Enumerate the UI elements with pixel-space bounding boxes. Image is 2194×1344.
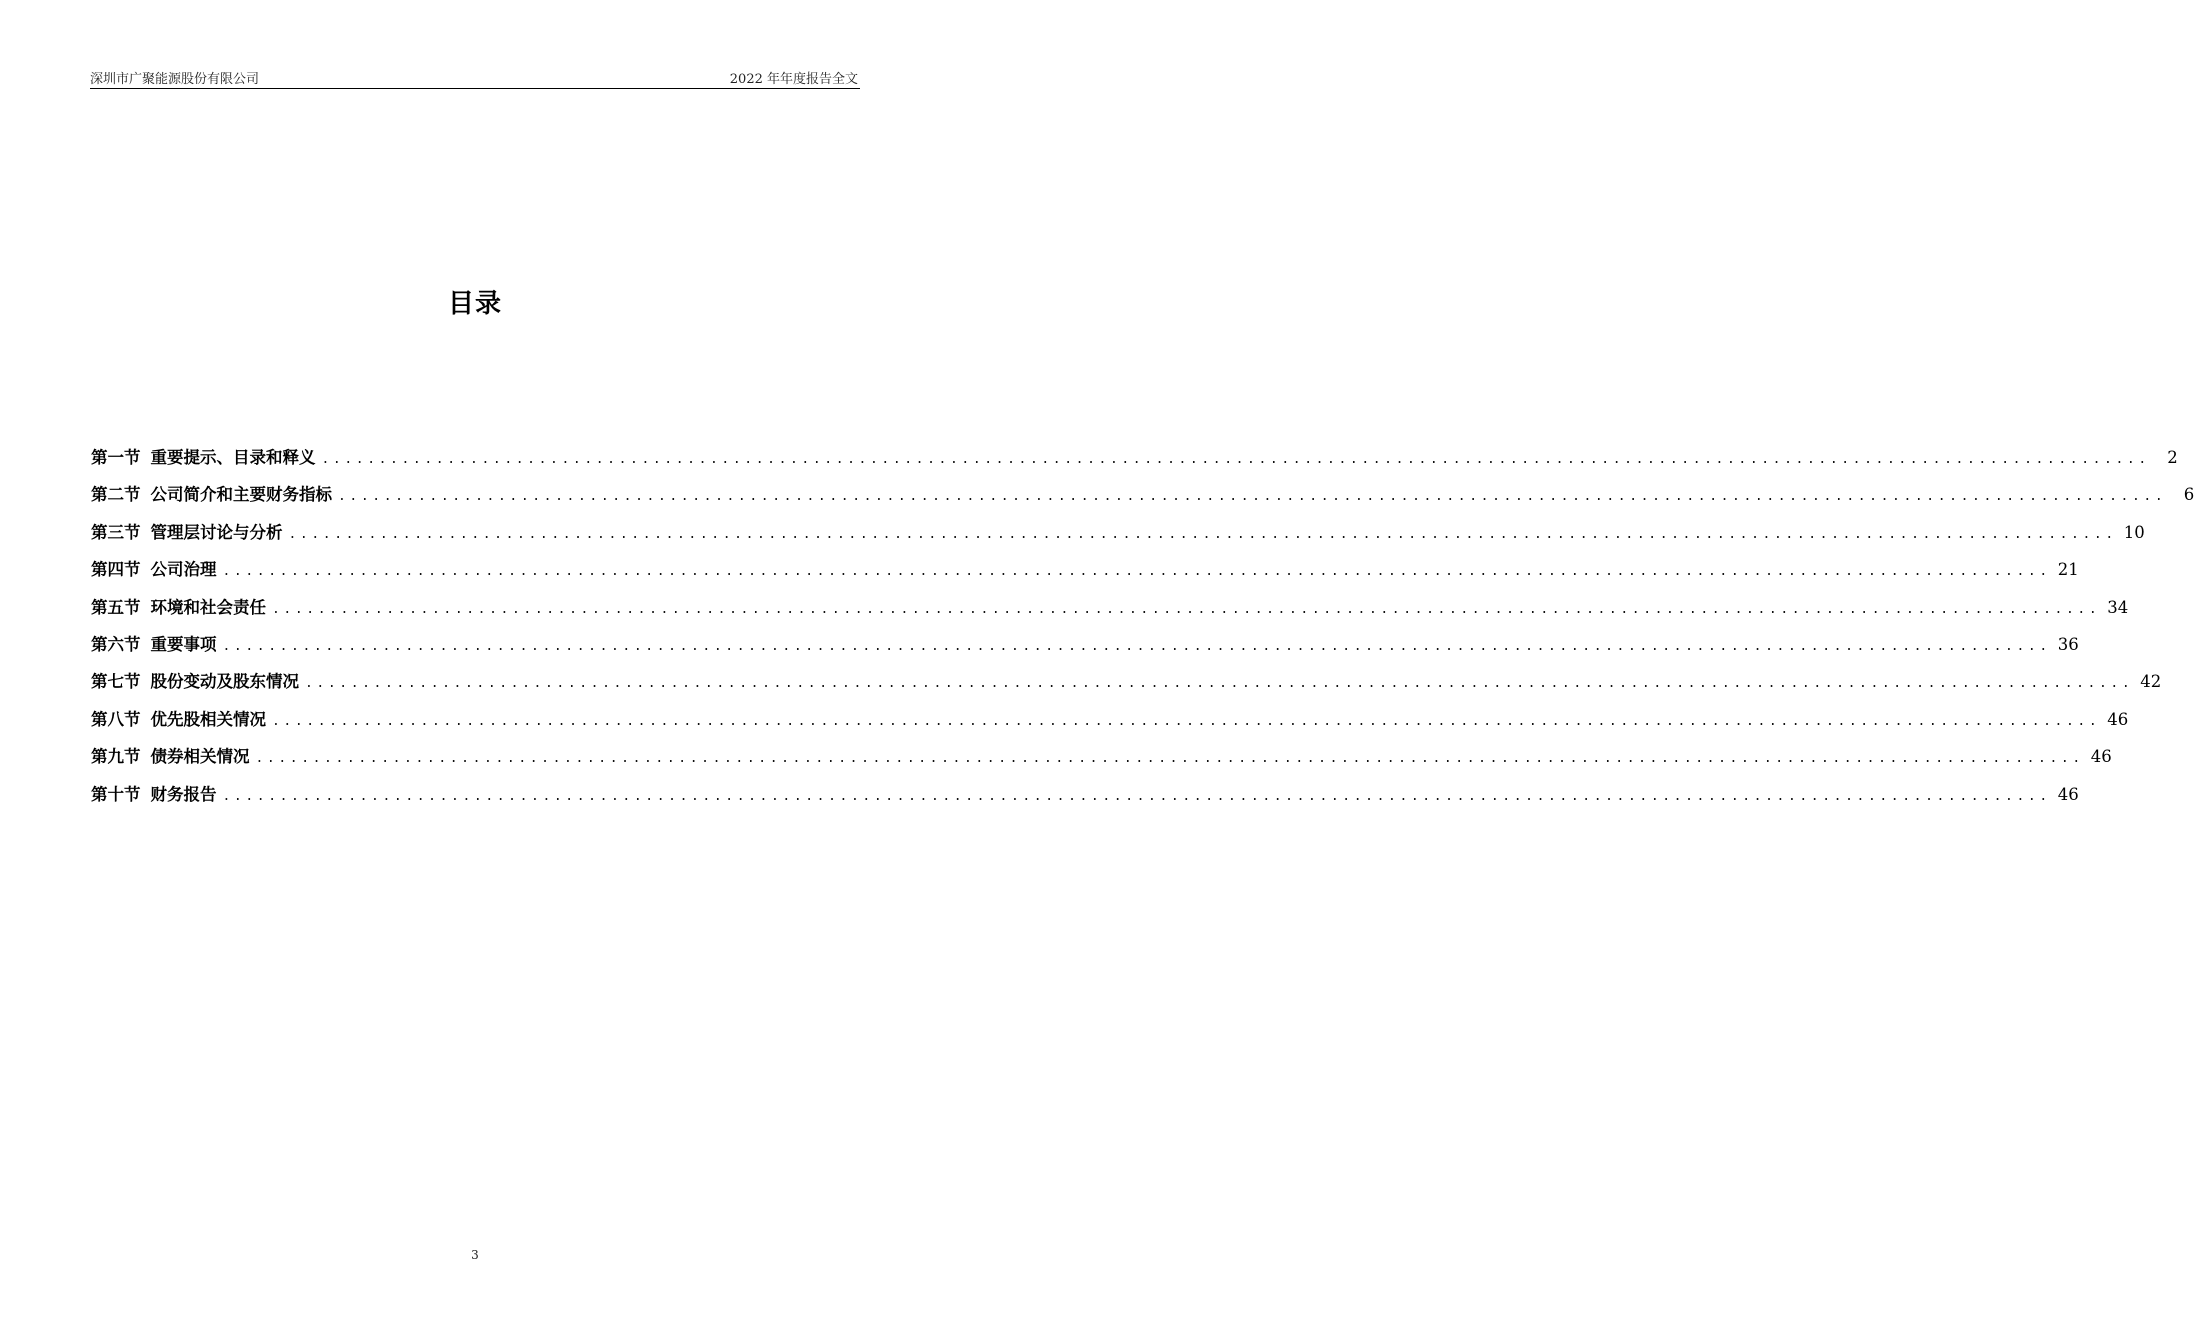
toc-page-number: 6 (2183, 485, 2194, 505)
toc-entry[interactable] (91, 706, 2129, 743)
toc-dot-leader: ................................................................................................................................................................ (272, 601, 2101, 617)
toc-section-number: 第五节 (91, 597, 141, 617)
toc-section-number: 第八节 (91, 709, 141, 729)
toc-entry[interactable] (91, 519, 2145, 556)
toc-entry[interactable] (91, 743, 2112, 780)
toc-section-title: 优先股相关情况 (150, 709, 266, 729)
toc-dot-leader: ................................................................................................................................................................ (272, 713, 2101, 729)
toc-section-title: 财务报告 (150, 784, 217, 804)
toc-page-number: 46 (2090, 747, 2112, 767)
toc-section-title: 管理层讨论与分析 (150, 522, 283, 542)
header-company-name: 深圳市广聚能源股份有限公司 (90, 72, 260, 87)
toc-dot-leader: ................................................................................................................................................................ (222, 564, 2051, 580)
toc-section-title: 债券相关情况 (150, 747, 250, 767)
toc-section-number: 第四节 (91, 560, 141, 580)
toc-section-number: 第二节 (91, 485, 141, 505)
toc-dot-leader: ................................................................................................................................................................ (222, 638, 2051, 654)
toc-entry[interactable] (91, 481, 2194, 518)
toc-section-number: 第一节 (91, 448, 141, 467)
toc-page-number: 10 (2123, 522, 2145, 542)
toc-page-number: 46 (2057, 784, 2079, 804)
toc-title: 目录 (447, 289, 502, 319)
toc-dot-leader: ................................................................................................................................................................ (321, 452, 2150, 467)
toc-entry[interactable] (91, 556, 2079, 593)
toc-page-number: 42 (2140, 672, 2162, 692)
toc-section-title: 重要提示、目录和释义 (150, 448, 316, 467)
toc-section-title: 公司简介和主要财务指标 (150, 485, 332, 505)
toc-page-number: 2 (2167, 448, 2178, 467)
toc-entry[interactable] (91, 781, 2079, 818)
toc-entry[interactable] (91, 668, 2162, 705)
toc-section-number: 第九节 (91, 747, 141, 767)
page-number: 3 (471, 1248, 479, 1262)
toc-section-number: 第三节 (91, 522, 141, 542)
toc-dot-leader: ................................................................................................................................................................ (338, 489, 2167, 505)
toc-section-number: 第七节 (91, 672, 141, 692)
toc-section-title: 环境和社会责任 (150, 597, 266, 617)
toc-dot-leader: ................................................................................................................................................................ (255, 751, 2084, 767)
toc-section-title: 重要事项 (150, 634, 217, 654)
toc-entry[interactable] (91, 631, 2079, 668)
toc-page-number: 46 (2107, 709, 2129, 729)
page-header (90, 66, 860, 89)
toc-entry[interactable] (91, 444, 2178, 481)
header-report-title: 2022 年年度报告全文 (729, 72, 858, 87)
toc-dot-leader: ................................................................................................................................................................ (305, 676, 2134, 692)
toc-section-title: 公司治理 (150, 560, 217, 580)
toc-section-number: 第十节 (91, 784, 141, 804)
toc-dot-leader: ................................................................................................................................................................ (222, 788, 2051, 804)
toc-entry[interactable] (91, 594, 2129, 631)
toc-page-number: 36 (2057, 634, 2079, 654)
toc-dot-leader: ................................................................................................................................................................ (288, 526, 2117, 542)
toc-section-number: 第六节 (91, 634, 141, 654)
toc-page-number: 21 (2057, 560, 2079, 580)
table-of-contents (91, 444, 2194, 818)
toc-section-title: 股份变动及股东情况 (150, 672, 299, 692)
toc-page-number: 34 (2107, 597, 2129, 617)
